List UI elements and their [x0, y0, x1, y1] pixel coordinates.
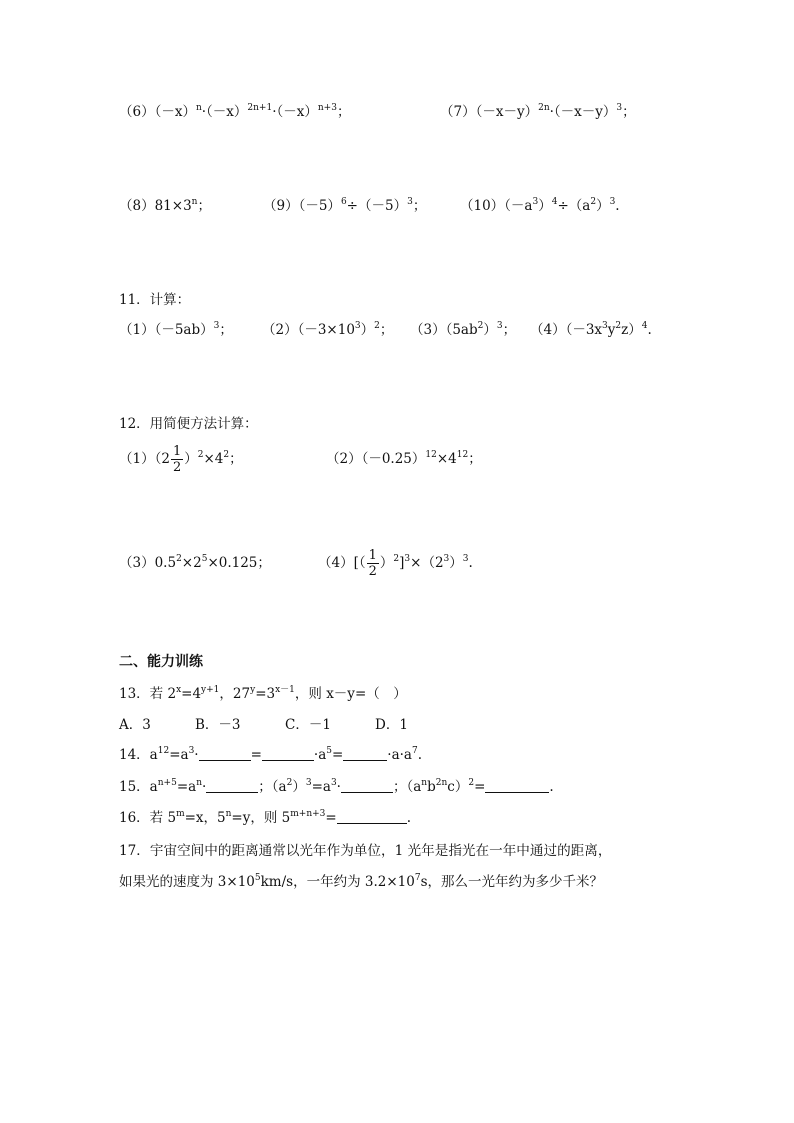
question-11-part-4	[530, 320, 652, 340]
problem-10-text: ÷（a	[557, 198, 591, 214]
exponent: 3	[354, 321, 361, 331]
question-text: .	[406, 810, 411, 826]
question-text: ·	[194, 747, 199, 763]
exponent: 7	[411, 746, 418, 756]
part-text: ）	[483, 322, 497, 338]
exponent: 4	[641, 321, 648, 331]
question-11-part-2	[262, 320, 393, 340]
question-text: ，27	[219, 686, 251, 702]
problem-8-text: （8）81×3	[119, 198, 192, 214]
question-text: 15．a	[119, 779, 158, 795]
question-11-title: 11．计算：	[119, 292, 191, 308]
exponent: m+n+3	[290, 809, 326, 819]
exponent: 3	[188, 746, 195, 756]
question-text: 14．a	[119, 747, 158, 763]
question-text: 16．若 5	[119, 810, 177, 826]
question-text: km/s，一年约为 3.2×10	[260, 874, 415, 890]
problem-6-text: （6）（－x）	[119, 104, 196, 120]
question-text: =a	[311, 779, 331, 795]
part-text: ）	[360, 322, 375, 338]
problem-9-text: （9）（－5）	[263, 198, 341, 214]
part-text: ；	[468, 451, 482, 467]
exponent: 2n+1	[247, 103, 273, 113]
numerator: 1	[172, 443, 182, 459]
problem-8-text: ；	[197, 198, 211, 214]
exponent: 2	[286, 778, 293, 788]
question-11-part-3	[410, 320, 516, 340]
question-text: =	[325, 810, 337, 826]
part-text: ；	[379, 322, 394, 338]
option-b[interactable]: B．－3	[195, 717, 241, 733]
part-text: ；	[502, 322, 517, 338]
problem-7-text: ·（－x－y）	[549, 104, 617, 120]
section-heading: 二、能力训练	[119, 654, 203, 670]
question-text: b	[427, 779, 436, 795]
option-d[interactable]: D．1	[375, 717, 408, 733]
exponent: y	[250, 685, 256, 695]
question-text: 如果光的速度为 3×10	[119, 874, 255, 890]
exponent: y+1	[201, 685, 220, 695]
exponent: 3	[330, 778, 337, 788]
part-text: ；	[229, 451, 243, 467]
part-text: （1）（2	[119, 451, 170, 467]
exponent: 2	[468, 778, 475, 788]
question-16	[119, 808, 411, 828]
exponent: 3	[609, 197, 616, 207]
question-text: ·a	[313, 747, 327, 763]
option-c[interactable]: C．－1	[285, 717, 331, 733]
question-text: =	[250, 747, 262, 763]
exponent: 2	[393, 554, 400, 564]
problem-10-text: ）	[538, 198, 552, 214]
question-text: =	[331, 747, 344, 763]
question-text: ；（a	[258, 779, 287, 795]
question-text: ）	[292, 779, 306, 795]
problem-6-text: ；	[336, 104, 351, 120]
question-17-line-2	[119, 872, 603, 892]
part-text: ×4	[436, 451, 457, 467]
exponent: 3	[305, 778, 312, 788]
problem-10-text: （10）（－a	[460, 198, 533, 214]
problem-9-text: ÷（－5）	[346, 198, 408, 214]
question-12-part-4	[318, 546, 473, 580]
question-12-part-3	[119, 553, 271, 573]
question-text: =a	[176, 779, 197, 795]
part-text: ）	[379, 555, 394, 571]
question-text: ·	[201, 779, 207, 795]
numerator: 1	[368, 547, 377, 563]
exponent: 3	[443, 554, 450, 564]
problem-10-text: .	[615, 198, 620, 214]
part-text: ×4	[203, 451, 224, 467]
answer-blank[interactable]	[341, 778, 393, 793]
exponent: 5	[201, 554, 208, 564]
answer-blank[interactable]	[337, 809, 407, 824]
exponent: 2	[197, 450, 204, 460]
exponent: 2	[176, 554, 182, 564]
exponent: n	[421, 778, 428, 788]
problem-9	[263, 196, 426, 216]
part-text: （4）（－3x	[530, 322, 603, 338]
part-text: z）	[621, 322, 642, 338]
part-text: .	[468, 555, 473, 571]
problem-6-text: ·（－x）	[272, 104, 318, 120]
exponent: 2	[615, 321, 622, 331]
problem-7	[440, 102, 636, 122]
exponent: 12	[425, 450, 437, 460]
exponent: 2n	[538, 103, 550, 113]
exponent: 12	[157, 746, 170, 756]
exponent: 2	[590, 197, 597, 207]
part-text: ×0.125；	[207, 555, 271, 571]
problem-7-text: （7）（－x－y）	[440, 104, 539, 120]
exponent: n+3	[317, 103, 337, 113]
problem-8	[119, 196, 211, 216]
exponent: 3	[532, 197, 539, 207]
exponent: 3	[616, 103, 623, 113]
option-a[interactable]: A．3	[119, 717, 151, 733]
exponent: 2	[477, 321, 484, 331]
question-text: =a	[169, 747, 189, 763]
question-text: =x，5	[184, 810, 226, 826]
denominator: 2	[368, 563, 377, 579]
question-text: .	[417, 747, 423, 763]
question-text: ·	[336, 779, 341, 795]
answer-blank[interactable]	[199, 746, 251, 761]
question-text: =3	[255, 686, 276, 702]
exponent: 7	[414, 873, 421, 883]
part-text: （3）（5ab	[410, 322, 478, 338]
exponent: n	[195, 103, 202, 113]
question-15	[119, 777, 554, 797]
fraction	[367, 548, 379, 580]
exponent: 3	[602, 321, 608, 331]
exponent: 3	[407, 197, 413, 207]
exponent: x－1	[275, 685, 295, 695]
exponent: 5	[254, 873, 261, 883]
part-text: ×（2	[410, 555, 444, 571]
question-text: =4	[181, 686, 202, 702]
part-text: （2）（－3×10	[262, 322, 355, 338]
exponent: m	[176, 809, 185, 819]
part-text: （2）（－0.25）	[326, 451, 426, 467]
exponent: 6	[340, 197, 347, 207]
exponent: 4	[551, 197, 558, 207]
problem-6	[119, 102, 350, 122]
part-text: .	[647, 322, 652, 338]
part-text: ）	[449, 555, 463, 571]
problem-7-text: ；	[622, 104, 636, 120]
denominator: 2	[172, 459, 182, 475]
question-14	[119, 745, 422, 765]
exponent: n	[191, 197, 198, 207]
exponent: 12	[456, 450, 469, 460]
question-text: =y，则 5	[231, 810, 291, 826]
problem-10-text: ）	[596, 198, 610, 214]
question-12-part-1	[119, 442, 243, 476]
part-text: （1）（－5ab）	[119, 322, 214, 338]
problem-6-text: ·（－x）	[201, 104, 248, 120]
exponent: 3	[496, 321, 503, 331]
problem-10	[460, 196, 620, 216]
question-text: ；（a	[392, 779, 422, 795]
answer-blank[interactable]	[206, 778, 258, 793]
answer-blank[interactable]	[262, 746, 314, 761]
answer-blank[interactable]	[343, 746, 387, 761]
problem-9-text: ；	[412, 198, 427, 214]
question-13	[119, 684, 407, 704]
part-text: ；	[219, 322, 233, 338]
question-12-title: 12．用简便方法计算：	[119, 416, 258, 432]
fraction	[171, 444, 183, 476]
exponent: 2n	[435, 778, 448, 788]
part-text: y	[607, 322, 616, 338]
question-text: =	[474, 779, 486, 795]
exponent: 3	[462, 554, 469, 564]
exponent: 5	[326, 746, 332, 756]
exponent: n	[196, 778, 202, 788]
exponent: 2	[374, 321, 380, 331]
answer-blank[interactable]	[485, 778, 549, 793]
question-13-options	[119, 715, 439, 735]
question-17-line-1: 17．宇宙空间中的距离通常以光年作为单位，1 光年是指光在一年中通过的距离，	[119, 843, 612, 859]
question-text: 13．若 2	[119, 686, 177, 702]
question-text: s，那么一光年约为多少千米？	[420, 874, 603, 890]
part-text: （3）0.5	[119, 555, 177, 571]
part-text: （4）[（	[318, 555, 366, 571]
part-text: ×2	[181, 555, 202, 571]
exponent: 3	[213, 321, 220, 331]
question-text: c）	[447, 779, 469, 795]
question-text: .	[549, 779, 554, 795]
exponent: n	[225, 809, 232, 819]
part-text: ）	[184, 451, 198, 467]
exponent: x	[176, 685, 182, 695]
question-text: ，则 x－y=（ ）	[294, 686, 407, 702]
question-text: ·a·a	[387, 747, 412, 763]
part-text: ]	[399, 555, 405, 571]
exponent: 2	[223, 450, 230, 460]
exponent: 3	[404, 554, 411, 564]
question-12-part-2	[326, 449, 482, 469]
question-11-part-1	[119, 320, 233, 340]
exponent: n+5	[157, 778, 177, 788]
